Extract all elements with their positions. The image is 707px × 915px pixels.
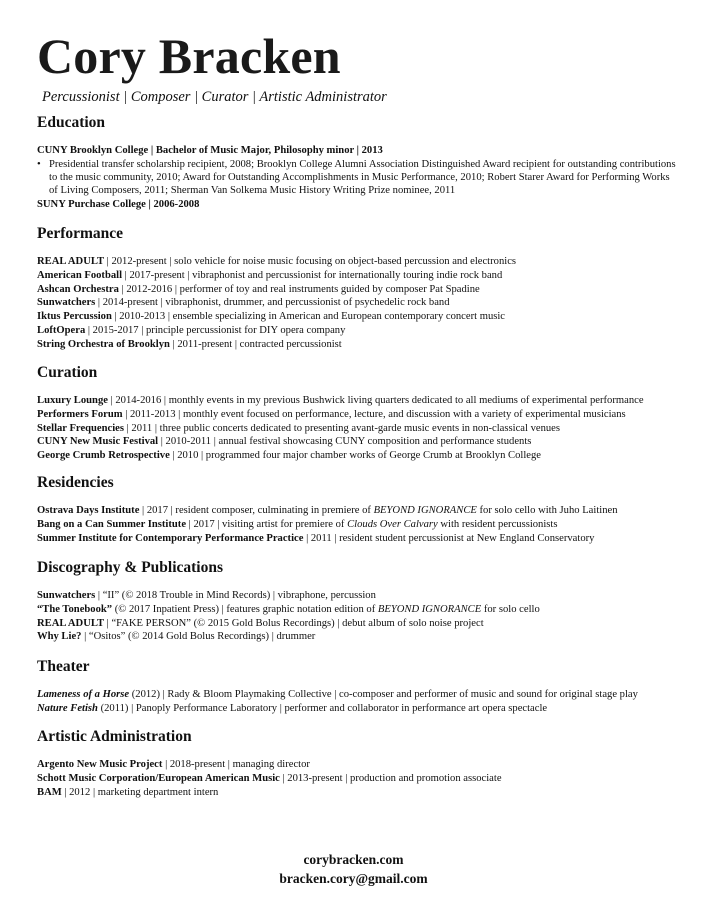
list-item: Ashcan Orchestra | 2012-2016 | performer of toy and real instruments guided by composer Pat Spadine: [37, 283, 480, 295]
education-entry: SUNY Purchase College | 2006-2008: [37, 198, 200, 210]
roles-subtitle: Percussionist | Composer | Curator | Artistic Administrator: [42, 89, 387, 105]
list-item: CUNY New Music Festival | 2010-2011 | annual festival showcasing CUNY composition and performance students: [37, 436, 532, 448]
list-item: BAM | 2012 | marketing department intern: [37, 786, 219, 798]
theater-section: [37, 658, 687, 716]
list-item: American Football | 2017-present | vibraphonist and percussionist for internationally touring indie rock band: [37, 269, 503, 281]
discography-list: [37, 589, 687, 644]
residencies-section: [37, 474, 687, 545]
list-item: REAL ADULT | “FAKE PERSON” (© 2015 Gold Bolus Recordings) | debut album of solo noise project: [37, 617, 484, 629]
bullet-icon: •: [37, 158, 41, 170]
section-heading: Discography & Publications: [37, 559, 224, 576]
administration-list: [37, 758, 687, 799]
section-heading: Curation: [37, 364, 98, 381]
email-link[interactable]: bracken.cory@gmail.com: [279, 871, 428, 886]
website-link[interactable]: corybracken.com: [303, 852, 404, 867]
curation-section: [37, 364, 687, 463]
list-item: George Crumb Retrospective | 2010 | programmed four major chamber works of George Crumb at Brooklyn College: [37, 450, 541, 462]
theater-list: [37, 688, 687, 716]
performance-section: [37, 225, 687, 352]
list-item: Ostrava Days Institute | 2017 | resident composer, culminating in premiere of BEYOND IGNORANCE for solo cello with Juho Laitinen: [37, 505, 618, 516]
list-item: Argento New Music Project | 2018-present | managing director: [37, 759, 310, 770]
list-item: Nature Fetish (2011) | Panoply Performance Laboratory | performer and collaborator in performance art opera spectacle: [37, 702, 548, 714]
section-heading: Education: [37, 114, 106, 131]
performance-list: [37, 255, 687, 352]
education-section: [37, 114, 687, 211]
discography-section: [37, 559, 687, 644]
list-item: “The Tonebook” (© 2017 Inpatient Press) | features graphic notation edition of BEYOND IGNORANCE for solo cello: [37, 603, 540, 615]
list-item: String Orchestra of Brooklyn | 2011-present | contracted percussionist: [37, 338, 342, 350]
list-item: Schott Music Corporation/European American Music | 2013-present | production and promotion associate: [37, 772, 502, 784]
list-item: Summer Institute for Contemporary Performance Practice | 2011 | resident student percussionist at New England Conservatory: [37, 532, 595, 544]
list-item: Sunwatchers | 2014-present | vibraphonist, drummer, and percussionist of psychedelic rock band: [37, 297, 450, 309]
list-item: Luxury Lounge | 2014-2016 | monthly events in my previous Bushwick living quarters dedicated to all mediums of experimental performance: [37, 395, 644, 406]
list-item: Bang on a Can Summer Institute | 2017 | visiting artist for premiere of Clouds Over Calvary with resident percussionists: [37, 518, 558, 530]
page-title: Cory Bracken: [37, 28, 341, 84]
section-heading: Theater: [37, 658, 90, 675]
list-item: REAL ADULT | 2012-present | solo vehicle for noise music focusing on object-based percussion and electronics: [37, 256, 517, 267]
administration-section: [37, 728, 687, 799]
section-heading: Performance: [37, 225, 124, 242]
list-item: Lameness of a Horse (2012) | Rady & Bloom Playmaking Collective | co-composer and performer of music and sound for original stage play: [37, 689, 638, 700]
list-item: Why Lie? | “Ositos” (© 2014 Gold Bolus Recordings) | drummer: [37, 631, 316, 643]
list-item: LoftOpera | 2015-2017 | principle percussionist for DIY opera company: [37, 324, 346, 336]
education-bullet: • Presidential transfer scholarship recipient, 2008; Brooklyn College Alumni Association Distinguished Award recipient for outstanding contributions to the music community, 2010; Award for Outstanding Accomplishments in Music Performance, 2010; Robert Starer Award for Performing Works of Living Composers, 2011; Sherman Van Solkema Music History Writing Prize nominee, 2011: [37, 158, 676, 197]
residencies-list: [37, 504, 687, 545]
education-entry: CUNY Brooklyn College | Bachelor of Music Major, Philosophy minor | 2013: [37, 145, 383, 156]
list-item: Performers Forum | 2011-2013 | monthly event focused on performance, lecture, and discussion with a variety of experimental musicians: [37, 408, 626, 420]
section-heading: Artistic Administration: [37, 728, 192, 745]
section-heading: Residencies: [37, 474, 114, 491]
curation-list: [37, 394, 687, 463]
list-item: Iktus Percussion | 2010-2013 | ensemble specializing in American and European contemporary concert music: [37, 311, 506, 323]
list-item: Sunwatchers | “II” (© 2018 Trouble in Mind Records) | vibraphone, percussion: [37, 590, 376, 601]
list-item: Stellar Frequencies | 2011 | three public concerts dedicated to presenting avant-garde music events in non-classical venues: [37, 422, 560, 434]
